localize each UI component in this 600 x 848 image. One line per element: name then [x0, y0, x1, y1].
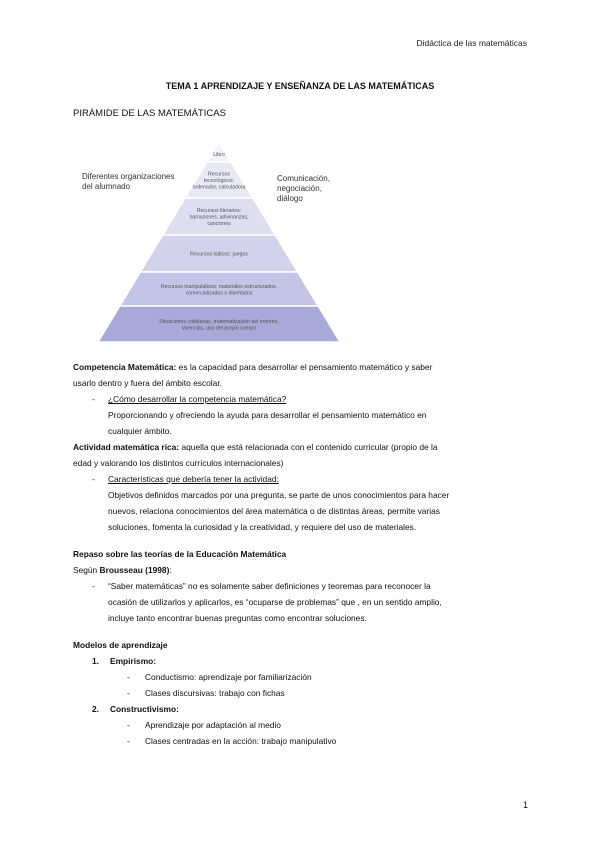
pyramid-level-text: tecnológicos: — [203, 178, 235, 184]
actividad-question: Características que debería tener la actividad: — [108, 474, 279, 484]
pyramid-level-text: Recursos manipulativos: materiales estructurados, — [160, 283, 278, 290]
modelo-number: 1. — [92, 656, 99, 666]
pyramid-level-text: Libro — [213, 152, 225, 158]
pyramid-level-text: narraciones, adivinanzas, — [189, 214, 249, 221]
modelo-sub-item: Conductismo: aprendizaje por familiarización — [145, 672, 312, 682]
repaso-quote-1: “Saber matemáticas” no es solamente saber definiciones y teoremas para reconocer la — [108, 581, 431, 591]
bullet-dash: - — [92, 474, 95, 484]
actividad-answer-1: Objetivos definidos marcados por una pregunta, se parte de unos conocimientos para hacer — [108, 490, 450, 500]
competencia-line-1 — [73, 359, 528, 375]
actividad-line-1 — [73, 439, 528, 455]
modelo-name: Constructivismo — [110, 704, 177, 714]
repaso-colon: : — [169, 565, 172, 575]
repaso-segun: Según — [73, 565, 98, 575]
bullet-dash: - — [127, 672, 130, 682]
pyramid-title: PIRÁMIDE DE LAS MATEMÁTICAS — [73, 108, 226, 119]
actividad-line-2: edad y valorando los distintos currículos internacionales) — [73, 458, 284, 468]
competencia-line-2: usarlo dentro y fuera del ámbito escolar. — [73, 378, 222, 388]
modelo-name-row: Empirismo: — [110, 656, 157, 666]
bullet-dash: - — [127, 720, 130, 730]
modelo-name-row: Constructivismo: — [110, 704, 179, 714]
actividad-answer-2: nuevos, relaciona conocimientos del área matemática o de distintas áreas, permite varias — [108, 506, 440, 516]
page-number: 1 — [522, 800, 528, 810]
repaso-heading: Repaso sobre las teorías de la Educación Matemática — [73, 549, 287, 559]
left-label-line: del alumnado — [82, 182, 131, 191]
competencia-answer-2: cualquier ámbito. — [108, 426, 172, 436]
pyramid-level-text: Recursos — [208, 171, 230, 178]
right-label-line: negociación, — [277, 184, 322, 193]
bullet-dash: - — [127, 688, 130, 698]
bullet-dash: - — [92, 581, 95, 591]
modelo-sub-item: Clases discursivas: trabajo con fichas — [145, 688, 285, 698]
modelo-sub-item: Clases centradas en la acción: trabajo manipulativo — [145, 736, 337, 746]
pyramid-level-text: vivencias, uso del propio cuerpo — [181, 325, 257, 332]
bullet-dash: - — [92, 394, 95, 404]
pyramid-level-text: comercializados o diseñados — [185, 290, 253, 297]
right-label-line: Comunicación, — [277, 174, 330, 183]
competencia-answer-1: Proporcionando y ofreciendo la ayuda para desarrollar el pensamiento matemático en — [108, 410, 427, 420]
competencia-term: Competencia Matemática: — [73, 362, 177, 372]
repaso-quote-2: ocasión de utilizarlos y aplicarlos, es “ocuparse de problemas” que , en un sentido amplio, — [108, 597, 442, 607]
running-header: Didáctica de las matemáticas — [416, 38, 527, 48]
pyramid-level-text: canciones — [207, 221, 231, 227]
actividad-def: aquella que está relacionada con el contenido curricular (propio de la — [181, 442, 438, 452]
modelo-number: 2. — [92, 704, 99, 714]
repaso-author: Brousseau (1998) — [99, 565, 170, 575]
left-label-line: Diferentes organizaciones — [82, 172, 175, 181]
pyramid-level-text: Situaciones cotidianas, matematización del entorno, — [159, 318, 279, 325]
repaso-quote-3: incluye tanto encontrar buenas preguntas como encontrar soluciones. — [108, 613, 367, 623]
modelo-name: Empirismo — [110, 656, 154, 666]
modelo-sub-item: Aprendizaje por adaptación al medio — [145, 720, 281, 730]
pyramid-diagram — [90, 134, 350, 344]
right-label-line: diálogo — [277, 194, 303, 203]
competencia-def: es la capacidad para desarrollar el pensamiento matemático y saber — [178, 362, 433, 372]
actividad-term: Actividad matemática rica: — [73, 442, 180, 452]
repaso-source — [73, 562, 172, 578]
pyramid-level-text: ordenador, calculadora — [192, 184, 246, 191]
pyramid-level-text: Recursos lúdicos: juegos — [190, 251, 248, 258]
actividad-answer-3: soluciones, fomenta la curiosidad y la creatividad, y requiere del uso de materiales. — [108, 522, 417, 532]
pyramid-level-text: Recursos literarios: — [196, 208, 242, 214]
modelos-heading: Modelos de aprendizaje — [73, 640, 168, 650]
document-title: TEMA 1 APRENDIZAJE Y ENSEÑANZA DE LAS MATEMÁTICAS — [165, 81, 435, 91]
competencia-question: ¿Cómo desarrollar la competencia matemática? — [108, 394, 287, 404]
bullet-dash: - — [127, 736, 130, 746]
